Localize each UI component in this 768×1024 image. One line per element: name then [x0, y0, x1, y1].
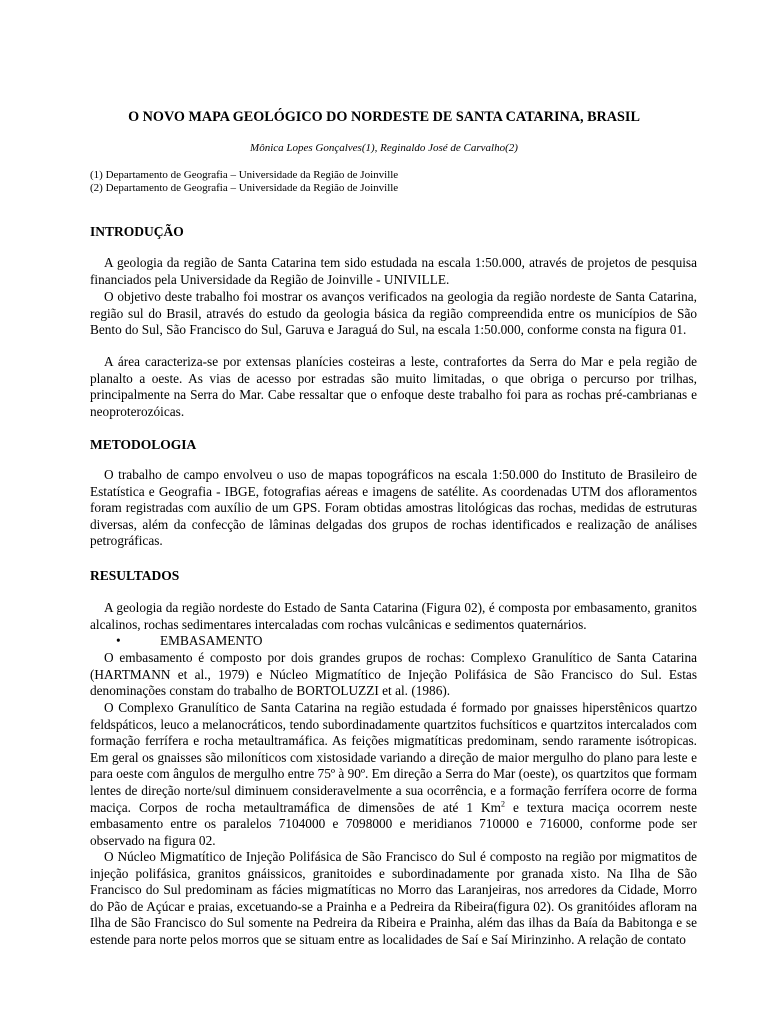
section-heading-metodologia: METODOLOGIA: [90, 437, 197, 452]
results-paragraph-3: [90, 700, 697, 849]
results-paragraph-2: [90, 650, 697, 700]
results-paragraph-2-text: O embasamento é composto por dois grandes grupos de rochas: Complexo Granulítico de Santa Catarina (HARTMANN et al., 1979) e Núcleo Migmatítico de Injeção Polifásica de São Francisco do Sul. Estas denominações constam do trabalho de BORTOLUZZI et al. (1986).: [90, 650, 697, 699]
results-paragraph-4: [90, 849, 697, 949]
methods-paragraph-1-text: O trabalho de campo envolveu o uso de mapas topográficos na escala 1:50.000 do Instituto de Brasileiro de Estatística e Geografia - IBGE, fotografias aéreas e imagens de satélite. As coordenadas UTM dos afloramentos foram registradas com auxílio de um GPS. Foram obtidas amostras litológicas das rochas, medidas de estruturas diversas, além da confecção de lâminas delgadas dos grupos de rochas identificados e realização de análises petrográficas.: [90, 467, 697, 549]
bullet-label: EMBASAMENTO: [160, 633, 263, 648]
section-heading-introducao: INTRODUÇÃO: [90, 224, 184, 239]
intro-paragraph-1-text: A geologia da região de Santa Catarina tem sido estudada na escala 1:50.000, através de projetos de pesquisa financiados pela Universidade da Região de Joinville - UNIVILLE.: [90, 255, 697, 287]
affiliation-2: (2) Departamento de Geografia – Universidade da Região de Joinville: [90, 182, 399, 194]
paper-authors: Mônica Lopes Gonçalves(1), Reginaldo José de Carvalho(2): [250, 142, 518, 154]
results-paragraph-3-text-a: O Complexo Granulítico de Santa Catarina na região estudada é formado por gnaisses hiperstênicos quartzo feldspáticos, leuco a melanocráticos, tendo subordinadamente quartzitos fuchsíticos e quartzitos intercalados com formação ferrífera e rocha metaultramáfica. As feições migmatíticas predominam, sendo raramente isótropicas. Em geral os gnaisses são miloníticos com xistosidade variando a direção de maior mergulho do plano para leste e para oeste com ângulos de mergulho entre 75º à 90º. Em direção a Serra do Mar (oeste), os quartzitos que formam lentes de direção norte/sul diminuem consideravelmente a sua ocorrência, e a formação ferrífera ocorre de forma maciça. Corpos de rocha metaultramáfica de dimensões de até 1 Km: [90, 700, 697, 815]
paper-title: O NOVO MAPA GEOLÓGICO DO NORDESTE DE SANTA CATARINA, BRASIL: [128, 109, 640, 125]
intro-paragraph-3: [90, 354, 697, 420]
intro-paragraph-2: [90, 289, 697, 339]
results-paragraph-1-text: A geologia da região nordeste do Estado de Santa Catarina (Figura 02), é composta por embasamento, granitos alcalinos, rochas sedimentares intercaladas com rochas vulcânicas e sedimentos quaternários.: [90, 600, 697, 632]
results-paragraph-4-text: O Núcleo Migmatítico de Injeção Polifásica de São Francisco do Sul é composto na região por migmatitos de injeção polifásica, granitos gnáissicos, granitoides e subordinadamente por granada xisto. Na Ilha de São Francisco do Sul predominam as fácies migmatíticas no Morro das Laranjeiras, nos arredores da Cidade, Morro do Pão de Açúcar e praias, excetuando-se a Prainha e a Pedreira da Ribeira(figura 02). Os granitóides afloram na Ilha de São Francisco do Sul somente na Pedreira da Ribeira e Prainha, além das ilhas da Baía da Babitonga e se estende para norte pelos morros que se situam entre as localidades de Saí e Saí Mirinzinho. A relação de contato: [90, 849, 697, 947]
intro-paragraph-1: [90, 255, 697, 288]
superscript-2: 2: [500, 799, 505, 809]
methods-paragraph-1: [90, 467, 697, 550]
results-paragraph-3-text-b: e textura maciça ocorrem neste embasamento entre os paralelos 7104000 e 7098000 e meridianos 710000 e 716000, conforme pode ser observado na figura 02.: [90, 799, 697, 848]
bullet-icon: •: [116, 633, 121, 648]
section-heading-resultados: RESULTADOS: [90, 568, 180, 583]
affiliation-1: (1) Departamento de Geografia – Universidade da Região de Joinville: [90, 169, 399, 181]
results-paragraph-1: [90, 600, 697, 633]
intro-paragraph-3-text: A área caracteriza-se por extensas planícies costeiras a leste, contrafortes da Serra do Mar e pela região de planalto a oeste. As vias de acesso por estradas são muito limitadas, o que obriga o percurso por trilhas, principalmente na Serra do Mar. Cabe ressaltar que o enfoque deste trabalho foi para as rochas pré-cambrianas e neoproterozóicas.: [90, 354, 697, 419]
intro-paragraph-2-text: O objetivo deste trabalho foi mostrar os avanços verificados na geologia da região nordeste de Santa Catarina, região sul do Brasil, através do estudo da geologia básica da região compreendida entre os municípios de São Bento do Sul, São Francisco do Sul, Garuva e Jaraguá do Sul, na escala 1:50.000, conforme consta na figura 01.: [90, 289, 697, 338]
